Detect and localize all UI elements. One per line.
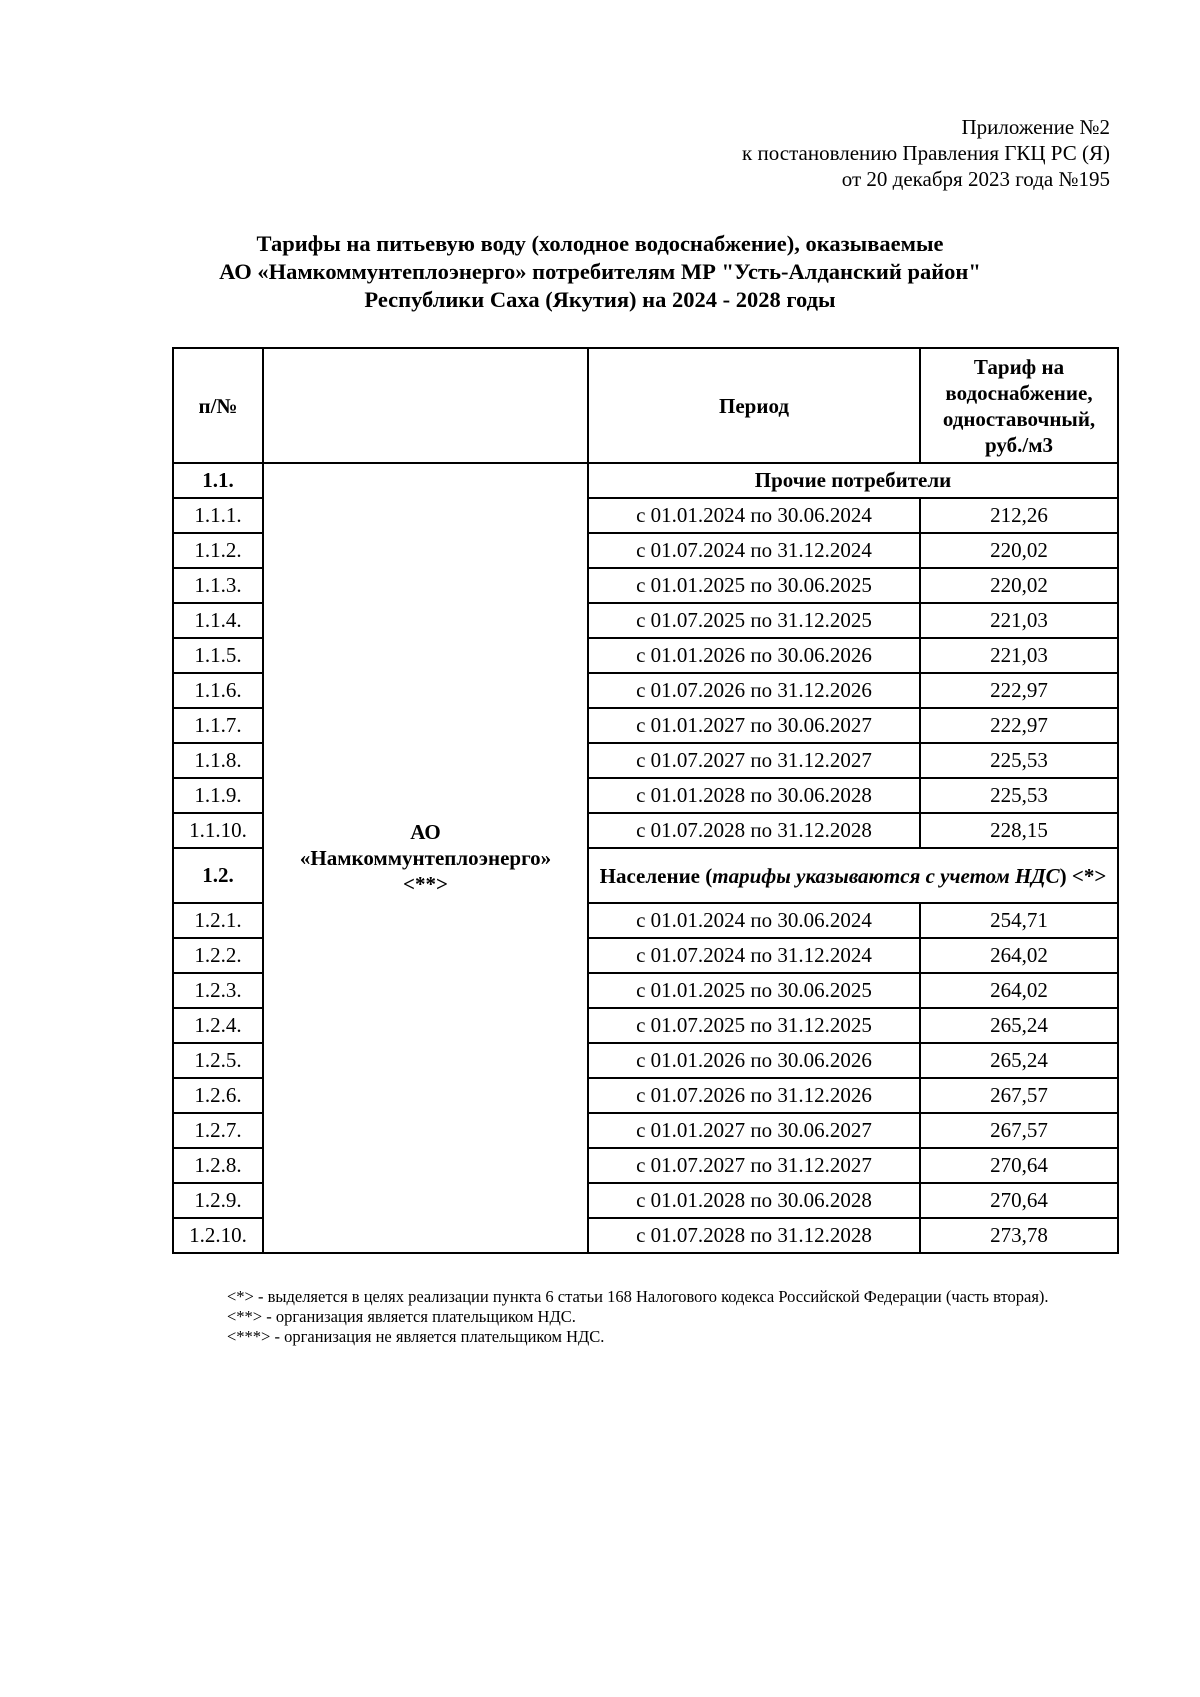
row-num: 1.2.8. [173,1148,263,1183]
row-period: с 01.01.2026 по 30.06.2026 [588,638,920,673]
row-period: с 01.07.2028 по 31.12.2028 [588,1218,920,1253]
row-num: 1.2.4. [173,1008,263,1043]
row-period: с 01.07.2025 по 31.12.2025 [588,1008,920,1043]
header-org [263,348,588,463]
row-num: 1.1.6. [173,673,263,708]
row-tariff: 270,64 [920,1148,1118,1183]
row-num: 1.2.6. [173,1078,263,1113]
row-num: 1.2.5. [173,1043,263,1078]
header-period: Период [588,348,920,463]
section-num: 1.1. [173,463,263,498]
row-tariff: 264,02 [920,973,1118,1008]
title-line-3: Республики Саха (Якутия) на 2024 - 2028 годы [364,287,836,312]
section-num: 1.2. [173,848,263,903]
appendix-number: Приложение №2 [961,115,1110,139]
header-num: п/№ [173,348,263,463]
header-tariff-line: руб./м3 [984,432,1053,457]
row-period: с 01.07.2027 по 31.12.2027 [588,743,920,778]
header-tariff-line: Тариф на [973,354,1065,379]
organization-cell [263,463,588,1253]
row-tariff: 221,03 [920,603,1118,638]
row-period: с 01.01.2028 по 30.06.2028 [588,778,920,813]
row-period: с 01.01.2024 по 30.06.2024 [588,498,920,533]
document-title [150,230,1050,314]
row-tariff: 264,02 [920,938,1118,973]
row-tariff: 273,78 [920,1218,1118,1253]
row-tariff: 254,71 [920,903,1118,938]
row-num: 1.2.7. [173,1113,263,1148]
row-period: с 01.07.2027 по 31.12.2027 [588,1148,920,1183]
row-tariff: 220,02 [920,533,1118,568]
row-num: 1.2.10. [173,1218,263,1253]
row-tariff: 225,53 [920,778,1118,813]
row-num: 1.2.9. [173,1183,263,1218]
section-label: Прочие потребители [588,463,1118,498]
row-num: 1.1.3. [173,568,263,603]
row-num: 1.1.10. [173,813,263,848]
row-tariff: 222,97 [920,708,1118,743]
row-num: 1.2.1. [173,903,263,938]
section-label-italic: тарифы указываются с учетом НДС [712,863,1060,888]
row-period: с 01.07.2028 по 31.12.2028 [588,813,920,848]
header-tariff-line: одноставочный, [942,406,1096,431]
row-period: с 01.01.2027 по 30.06.2027 [588,1113,920,1148]
footnotes [172,1287,1117,1347]
appendix-resolution: к постановлению Правления ГКЦ РС (Я) [742,141,1110,165]
row-num: 1.2.3. [173,973,263,1008]
table-header-row [173,348,1118,463]
appendix-date: от 20 декабря 2023 года №195 [841,167,1110,191]
row-tariff: 267,57 [920,1113,1118,1148]
row-period: с 01.07.2024 по 31.12.2024 [588,533,920,568]
title-line-1: Тарифы на питьевую воду (холодное водоснабжение), оказываемые [256,231,944,256]
org-name: «Намкоммунтеплоэнерго» [299,846,552,870]
row-period: с 01.07.2026 по 31.12.2026 [588,1078,920,1113]
section-label-text: ) <*> [1059,863,1107,888]
tariff-table [172,347,1119,1254]
row-tariff: 225,53 [920,743,1118,778]
row-tariff: 222,97 [920,673,1118,708]
row-tariff: 265,24 [920,1008,1118,1043]
row-tariff: 221,03 [920,638,1118,673]
section-label-text: Население ( [599,863,713,888]
row-tariff: 220,02 [920,568,1118,603]
row-tariff: 228,15 [920,813,1118,848]
row-num: 1.1.2. [173,533,263,568]
footnote-2: <**> - организация является плательщиком НДС. [227,1307,576,1326]
row-num: 1.1.5. [173,638,263,673]
row-period: с 01.01.2025 по 30.06.2025 [588,568,920,603]
org-line: АО [410,820,441,844]
row-period: с 01.07.2025 по 31.12.2025 [588,603,920,638]
row-period: с 01.01.2025 по 30.06.2025 [588,973,920,1008]
row-period: с 01.01.2026 по 30.06.2026 [588,1043,920,1078]
row-tariff: 265,24 [920,1043,1118,1078]
footnote-1: <*> - выделяется в целях реализации пункта 6 статьи 168 Налогового кодекса Российской Федерации (часть вторая). [227,1287,1049,1306]
row-num: 1.1.8. [173,743,263,778]
row-num: 1.1.1. [173,498,263,533]
section-label [588,848,1118,903]
row-num: 1.2.2. [173,938,263,973]
header-tariff [920,348,1118,463]
footnote-3: <***> - организация не является плательщиком НДС. [227,1327,605,1346]
row-period: с 01.07.2024 по 31.12.2024 [588,938,920,973]
section-row [173,463,1118,498]
row-num: 1.1.7. [173,708,263,743]
row-tariff: 212,26 [920,498,1118,533]
appendix-header [742,114,1110,192]
row-num: 1.1.9. [173,778,263,813]
row-period: с 01.01.2028 по 30.06.2028 [588,1183,920,1218]
row-period: с 01.01.2027 по 30.06.2027 [588,708,920,743]
org-footnote-mark: <**> [403,872,448,896]
row-tariff: 267,57 [920,1078,1118,1113]
row-num: 1.1.4. [173,603,263,638]
row-tariff: 270,64 [920,1183,1118,1218]
title-line-2: АО «Намкоммунтеплоэнерго» потребителям МР "Усть-Алданский район" [219,259,981,284]
row-period: с 01.07.2026 по 31.12.2026 [588,673,920,708]
header-tariff-line: водоснабжение, [945,380,1093,405]
row-period: с 01.01.2024 по 30.06.2024 [588,903,920,938]
